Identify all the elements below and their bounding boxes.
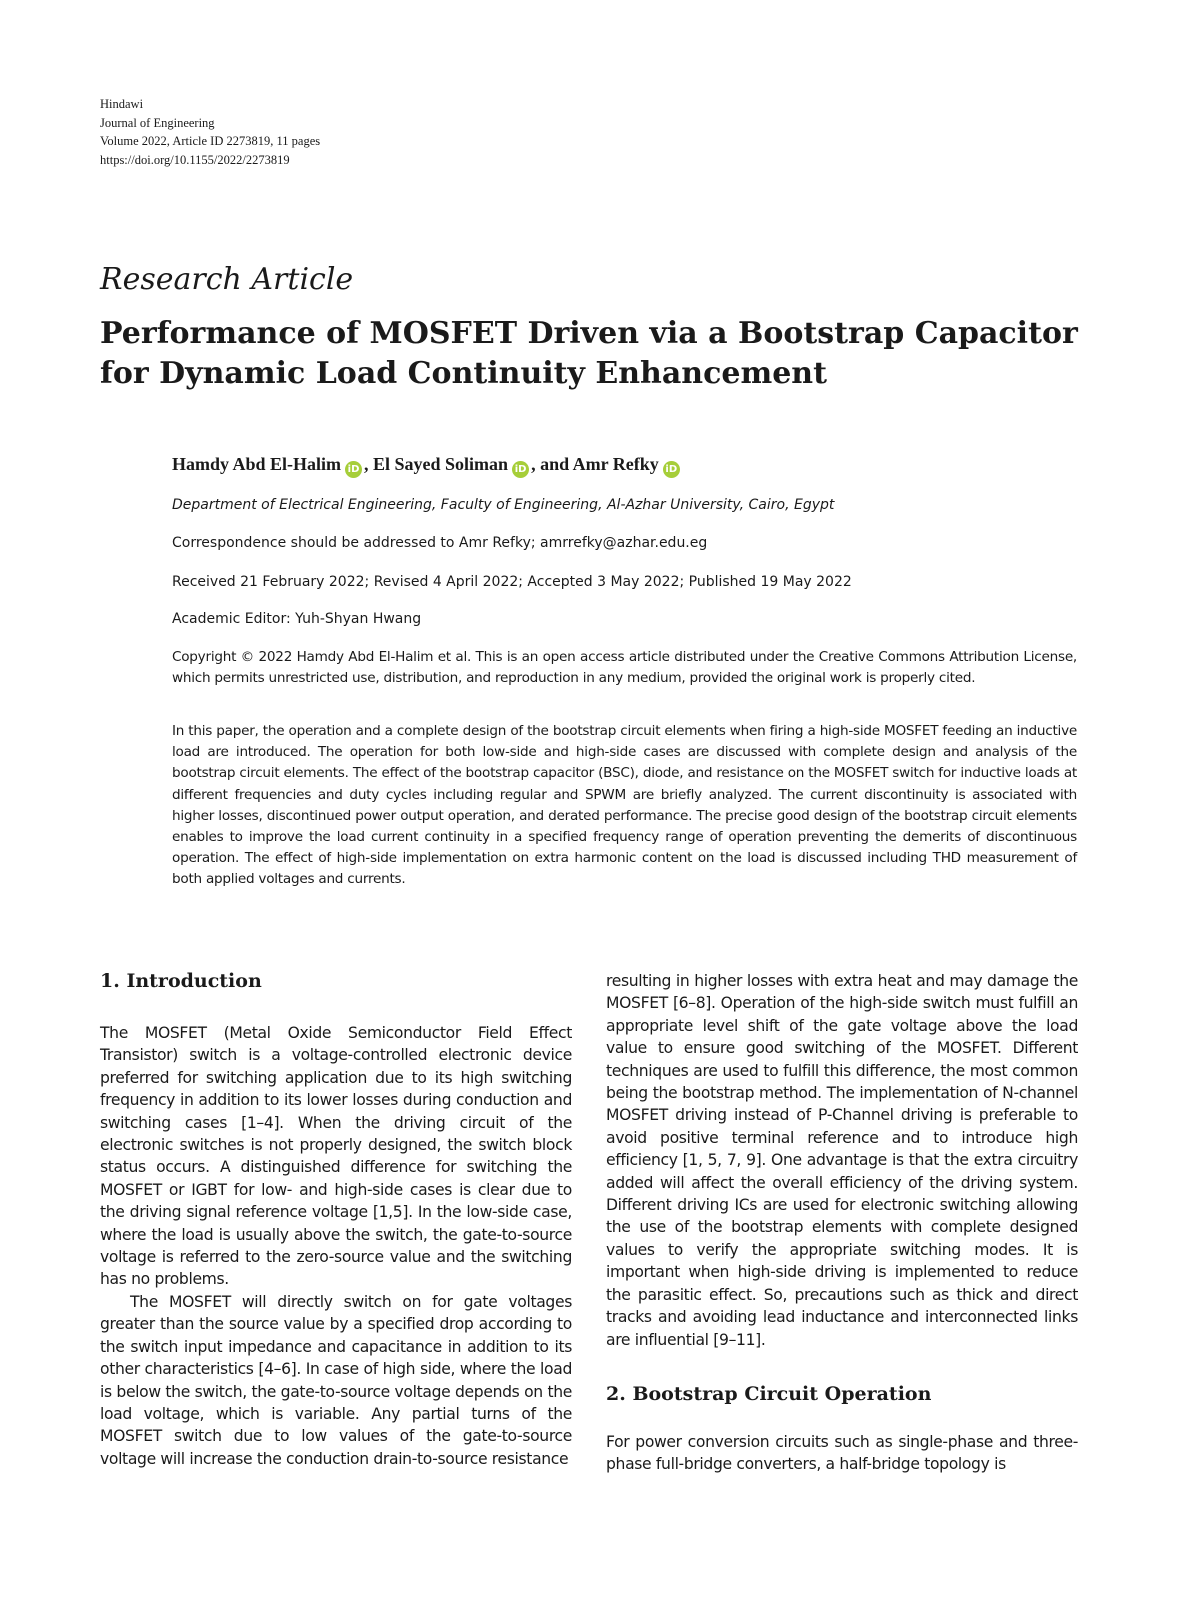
publisher-name: Hindawi bbox=[100, 97, 144, 111]
abstract: In this paper, the operation and a complete design of the bootstrap circuit elements when firing a high-side MOSFET feeding an inductive load are introduced. The operation for both low-side and high-side cases are discussed with complete design and analysis of the bootstrap circuit elements. The effect of the bootstrap capacitor (BSC), diode, and resistance on the MOSFET switch for inductive loads at different frequencies and duty cycles including regular and SPWM are briefly analyzed. The current discontinuity is associated with higher losses, discontinued power output operation, and derated performance. The precise good design of the bootstrap circuit elements enables to improve the load current continuity in a specified frequency range of operation preventing the demerits of discontinuous operation. The effect of high-side implementation on extra harmonic content on the load is discussed including THD measurement of both applied voltages and currents. bbox=[172, 723, 1077, 888]
body-paragraph: The MOSFET will directly switch on for gate voltages greater than the source value by a specified drop according to the switch input impedance and capacitance in addition to its other characteristics [4–6]. In case of high side, where the load is below the switch, the gate-to-source voltage depends on the load voltage, which is variable. Any partial turns of the MOSFET switch due to low values of the gate-to-source voltage will increase the conduction drain-to-source resistance bbox=[100, 1292, 572, 1468]
author-separator: , and bbox=[531, 454, 573, 474]
orcid-icon[interactable]: iD bbox=[663, 461, 680, 478]
section-heading: 1. Introduction bbox=[100, 970, 262, 992]
volume-info: Volume 2022, Article ID 2273819, 11 pages bbox=[100, 134, 321, 148]
section-heading: 2. Bootstrap Circuit Operation bbox=[606, 1382, 932, 1405]
doi-link[interactable]: https://doi.org/10.1155/2022/2273819 bbox=[100, 152, 290, 167]
author-separator: , bbox=[364, 454, 374, 474]
affiliation: Department of Electrical Engineering, Faculty of Engineering, Al-Azhar University, Cairo, Egypt bbox=[172, 497, 835, 513]
copyright-notice: Copyright © 2022 Hamdy Abd El-Halim et al. This is an open access article distributed under the Creative Commons Attribution License, which permits unrestricted use, distribution, and reproduction in any medium, provided the original work is properly cited. bbox=[172, 649, 1077, 687]
masthead bbox=[100, 95, 320, 169]
correspondence: Correspondence should be addressed to Amr Refky; amrrefky@azhar.edu.eg bbox=[172, 535, 708, 551]
paper-title: Performance of MOSFET Driven via a Bootstrap Capacitor for Dynamic Load Continuity Enhancement bbox=[100, 316, 1078, 391]
article-type: Research Article bbox=[100, 262, 354, 297]
author-list bbox=[172, 454, 682, 478]
body-paragraph: For power conversion circuits such as single-phase and three-phase full-bridge converters, a half-bridge topology is bbox=[606, 1432, 1078, 1474]
orcid-icon[interactable]: iD bbox=[512, 461, 529, 478]
orcid-icon[interactable]: iD bbox=[345, 461, 362, 478]
journal-name: Journal of Engineering bbox=[100, 115, 215, 130]
author-name[interactable]: Amr Refky bbox=[572, 454, 659, 474]
left-column bbox=[100, 968, 572, 1470]
author-name[interactable]: Hamdy Abd El-Halim bbox=[172, 454, 342, 474]
right-column bbox=[606, 970, 1078, 1476]
body-paragraph: The MOSFET (Metal Oxide Semiconductor Field Effect Transistor) switch is a voltage-controlled electronic device preferred for switching application due to its high switching frequency in addition to its lower losses during conduction and switching cases [1–4]. When the driving circuit of the electronic switches is not properly designed, the switch block status occurs. A distinguished difference for switching the MOSFET or IGBT for low- and high-side cases is clear due to the driving signal reference voltage [1,5]. In the low-side case, where the load is usually above the switch, the gate-to-source voltage is referred to the zero-source value and the switching has no problems. bbox=[100, 1024, 572, 1289]
body-paragraph: resulting in higher losses with extra heat and may damage the MOSFET [6–8]. Operation of the high-side switch must fulfill an appropriate level shift of the gate voltage above the load value to ensure good switching of the MOSFET. Different techniques are used to fulfill this difference, the most common being the bootstrap method. The implementation of N-channel MOSFET driving instead of P-Channel driving is preferable to avoid positive terminal reference and to introduce high efficiency [1, 5, 7, 9]. One advantage is that the extra circuitry added will affect the overall efficiency of the driving system. Different driving ICs are used for electronic switching allowing the use of the bootstrap elements with complete designed values to verify the appropriate switching modes. It is important when high-side driving is implemented to reduce the parasitic effect. So, precautions such as thick and direct tracks and avoiding lead inductance and interconnected links are influential [9–11]. bbox=[606, 972, 1078, 1349]
publication-dates: Received 21 February 2022; Revised 4 April 2022; Accepted 3 May 2022; Published 19 May 2022 bbox=[172, 574, 852, 590]
author-name[interactable]: El Sayed Soliman bbox=[373, 454, 509, 474]
academic-editor: Academic Editor: Yuh-Shyan Hwang bbox=[172, 611, 422, 627]
